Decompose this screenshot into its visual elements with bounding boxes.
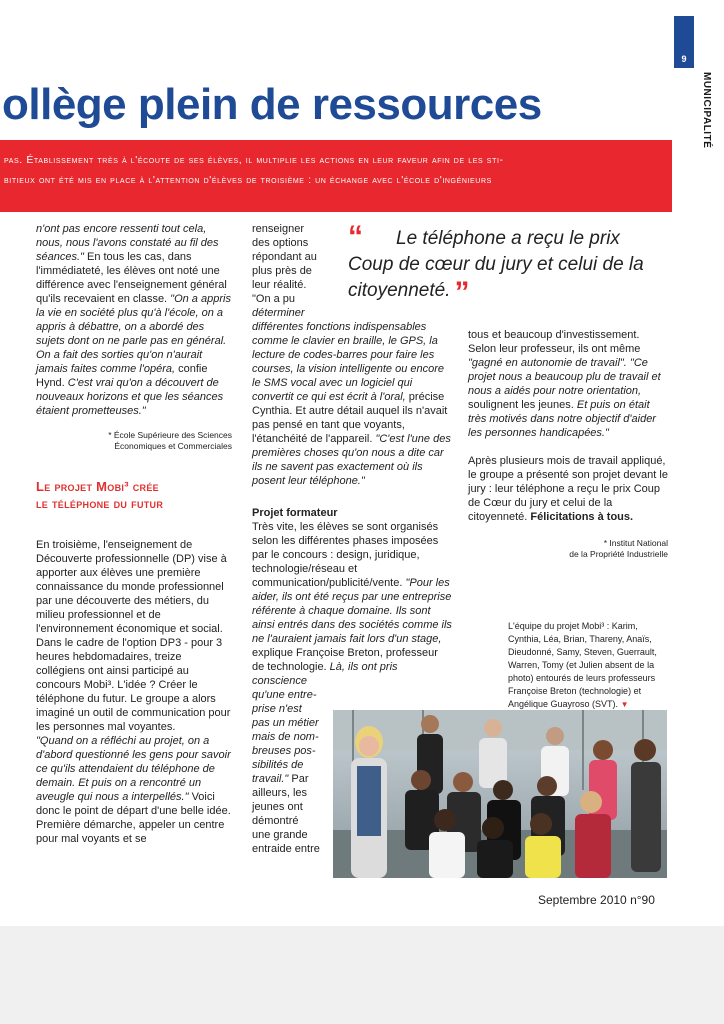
section-heading bbox=[36, 478, 232, 512]
text-line bbox=[252, 772, 328, 786]
congrats-text: Félicitations à tous. bbox=[530, 511, 634, 523]
body-text: précise Cynthia. Et autre détail auquel ils n'avait pas pensé en tant que voyants, l'étanchéité de l'appareil. bbox=[252, 391, 448, 445]
body-text: tous et beaucoup d'investissement. Selon leur professeur, ils ont même bbox=[468, 329, 641, 355]
issue-footer: Septembre 2010 n°90 bbox=[538, 893, 655, 907]
body-text: Après plusieurs mois de travail appliqué, le groupe a présenté son projet devant le jury : leur téléphone a reçu le prix Coup de Cœur du jury et celui de la citoyenneté. bbox=[468, 455, 668, 523]
text-line: "On a pu bbox=[252, 293, 296, 305]
quote-text: différentes fonctions indispensables comme le clavier en braille, le GPS, la lecture de codes-barres pour faire les courses, la vision intelligente ou encore le SMS vocal avec un logiciel qui convertit ce qui est écrit à l'oral, bbox=[252, 321, 445, 403]
col2-paragraph-2 bbox=[252, 520, 452, 674]
body-text: En tous les cas, dans l'immédiateté, les élèves ont noté une différence avec l'enseignement général qu'ils recevaient en classe. bbox=[36, 251, 227, 305]
text-line: leur réalité. bbox=[252, 279, 307, 291]
col1-paragraph-1 bbox=[36, 222, 232, 418]
group-photo bbox=[333, 710, 667, 878]
quote-text: "Pour les aider, ils ont été reçus par une entreprise référente à chaque domaine. Ils sont ainsi entrés dans des sociétés comme ils ne l'auraient jamais fait lors d'un stage, bbox=[252, 577, 452, 645]
column-3 bbox=[468, 328, 668, 560]
intro-line-2: bitieux ont été mis en place à l'attention d'élèves de troisième : un échange avec l'école d'ingénieurs bbox=[4, 174, 492, 186]
text-line: une grande bbox=[252, 829, 308, 841]
text-line: plus près de bbox=[252, 265, 312, 277]
quote-text: "On a appris la vie en société plus qu'à l'école, on a appris à débattre, on a abordé des sujets dont on ne parle pas en général. On a fait des sorties qu'on n'aurait jamais faites comme l'opéra, bbox=[36, 293, 231, 375]
open-quote-mark: “ bbox=[348, 220, 363, 253]
narrow-lines bbox=[252, 222, 332, 320]
quote-text: n'ont pas encore ressenti tout cela, nous, nous l'avons constaté au fil des séances." bbox=[36, 223, 219, 263]
subheading: Projet formateur bbox=[252, 507, 338, 519]
attribution: soulignent les jeunes. bbox=[468, 399, 577, 411]
col1-paragraph-3 bbox=[36, 734, 232, 846]
text-line: pas un métier bbox=[252, 717, 319, 729]
footnote-line: * École Supérieure des Sciences bbox=[108, 430, 232, 440]
footnote-inpi bbox=[468, 538, 668, 560]
heading-line: le téléphone du futur bbox=[36, 496, 164, 511]
wrapped-lines bbox=[252, 674, 328, 856]
body-text: Voici donc le point de départ d'une belle idée. Première démarche, appeler un centre pour mal voyants et se bbox=[36, 791, 231, 845]
photo-caption bbox=[508, 620, 668, 711]
scan-margin bbox=[0, 926, 724, 1024]
text-fragment: Par bbox=[291, 773, 309, 785]
col3-paragraph-1 bbox=[468, 328, 668, 440]
intro-line-1: pas. Établissement très à l'écoute de ses élèves, il multiplie les actions en leur faveur afin de les sti- bbox=[4, 154, 504, 166]
quote-text: "C'est l'une des premières choses qu'on nous a dite car ils ne savent pas exactement où ils posent leur téléphone." bbox=[252, 433, 451, 487]
attribution: confie Hynd. bbox=[36, 363, 208, 389]
text-line: sibilités de bbox=[252, 759, 304, 771]
text-line: mais de nom- bbox=[252, 731, 319, 743]
pull-quote-text: Le téléphone a reçu le prix Coup de cœur du jury et celui de la citoyenneté. bbox=[348, 228, 644, 301]
page-number: 9 bbox=[681, 54, 687, 64]
text-line: déterminer bbox=[252, 307, 305, 319]
quote-text: "Quand on a réfléchi au projet, on a d'abord questionné les gens pour savoir ce qu'ils attendaient du téléphone de demain. Et puis on a rencontré un aveugle qui nous a interpellés." bbox=[36, 735, 231, 803]
text-line: breuses pos- bbox=[252, 745, 316, 757]
text-line: des options bbox=[252, 237, 309, 249]
intro-text bbox=[4, 150, 668, 190]
text-line: prise n'est bbox=[252, 703, 302, 715]
col2-paragraph-1 bbox=[252, 320, 452, 488]
footnote-essec bbox=[36, 430, 232, 452]
footnote-line: Économiques et Commerciales bbox=[114, 441, 232, 451]
text-line: qu'une entre- bbox=[252, 689, 317, 701]
attribution: explique Françoise Breton, professeur de technologie. bbox=[252, 647, 438, 673]
text-line: démontré bbox=[252, 815, 299, 827]
quote-text: C'est vrai qu'on a découvert de nouveaux horizons et que les séances étaient prometteuses." bbox=[36, 377, 224, 417]
section-label: MUNICIPALITÉ bbox=[701, 72, 712, 149]
footnote-line: * Institut National bbox=[603, 538, 668, 548]
body-text: Très vite, les élèves se sont organisés selon les différentes phases imposées par le concours : design, juridique, technologie/réseau et communication/publicité/vente. bbox=[252, 521, 439, 589]
article-headline: ollège plein de ressources bbox=[2, 80, 542, 129]
heading-line: Le projet Mobi³ crée bbox=[36, 479, 159, 494]
caption-text: L'équipe du projet Mobi³ : Karim, Cynthia, Léa, Brian, Thareny, Anaïs, Dieudonné, Samy, Steven, Guerrault, Warren, Tomy (et Julien absent de la photo) entourés de leurs professeurs Françoise Breton (technologie) et Angélique Guayroso (SVT). bbox=[508, 621, 657, 709]
quote-text: Là, ils ont pris bbox=[329, 661, 398, 673]
quote-text: "Ce projet nous a beaucoup plu de travail et nous a aidés pour notre orientation, bbox=[468, 357, 661, 397]
caption-marker: ▼ bbox=[620, 700, 629, 709]
text-line: renseigner bbox=[252, 223, 304, 235]
text-fragment: travail." bbox=[252, 773, 289, 785]
text-line: conscience bbox=[252, 675, 308, 687]
text-line: jeunes ont bbox=[252, 801, 303, 813]
group-photo-image bbox=[333, 710, 667, 878]
text-line: entraide entre bbox=[252, 843, 320, 855]
col3-paragraph-2 bbox=[468, 454, 668, 524]
footnote-line: de la Propriété Industrielle bbox=[569, 549, 668, 559]
text-line: ailleurs, les bbox=[252, 787, 308, 799]
quote-text: Et puis on était très motivés dans notre objectif d'aider les personnes handicapées." bbox=[468, 399, 656, 439]
text-line: répondant au bbox=[252, 251, 317, 263]
column-1 bbox=[36, 222, 232, 846]
close-quote-mark: ” bbox=[454, 276, 470, 309]
quote-text: "gagné en autonomie de travail". bbox=[468, 357, 627, 369]
col1-paragraph-2: En troisième, l'enseignement de Découverte professionnelle (DP) vise à apporter aux élèves une première connaissance du monde professionnel par une découverte des métiers, du milieu professionnel et de l'environnement économique et social. Dans le cadre de l'option DP3 - pour 3 heures hebdomadaires, treize collégiens ont ainsi participé au concours Mobi³. L'idée ? Créer le téléphone du futur. Le groupe a alors imaginé un outil de communication pour les personnes mal voyantes. bbox=[36, 539, 231, 733]
